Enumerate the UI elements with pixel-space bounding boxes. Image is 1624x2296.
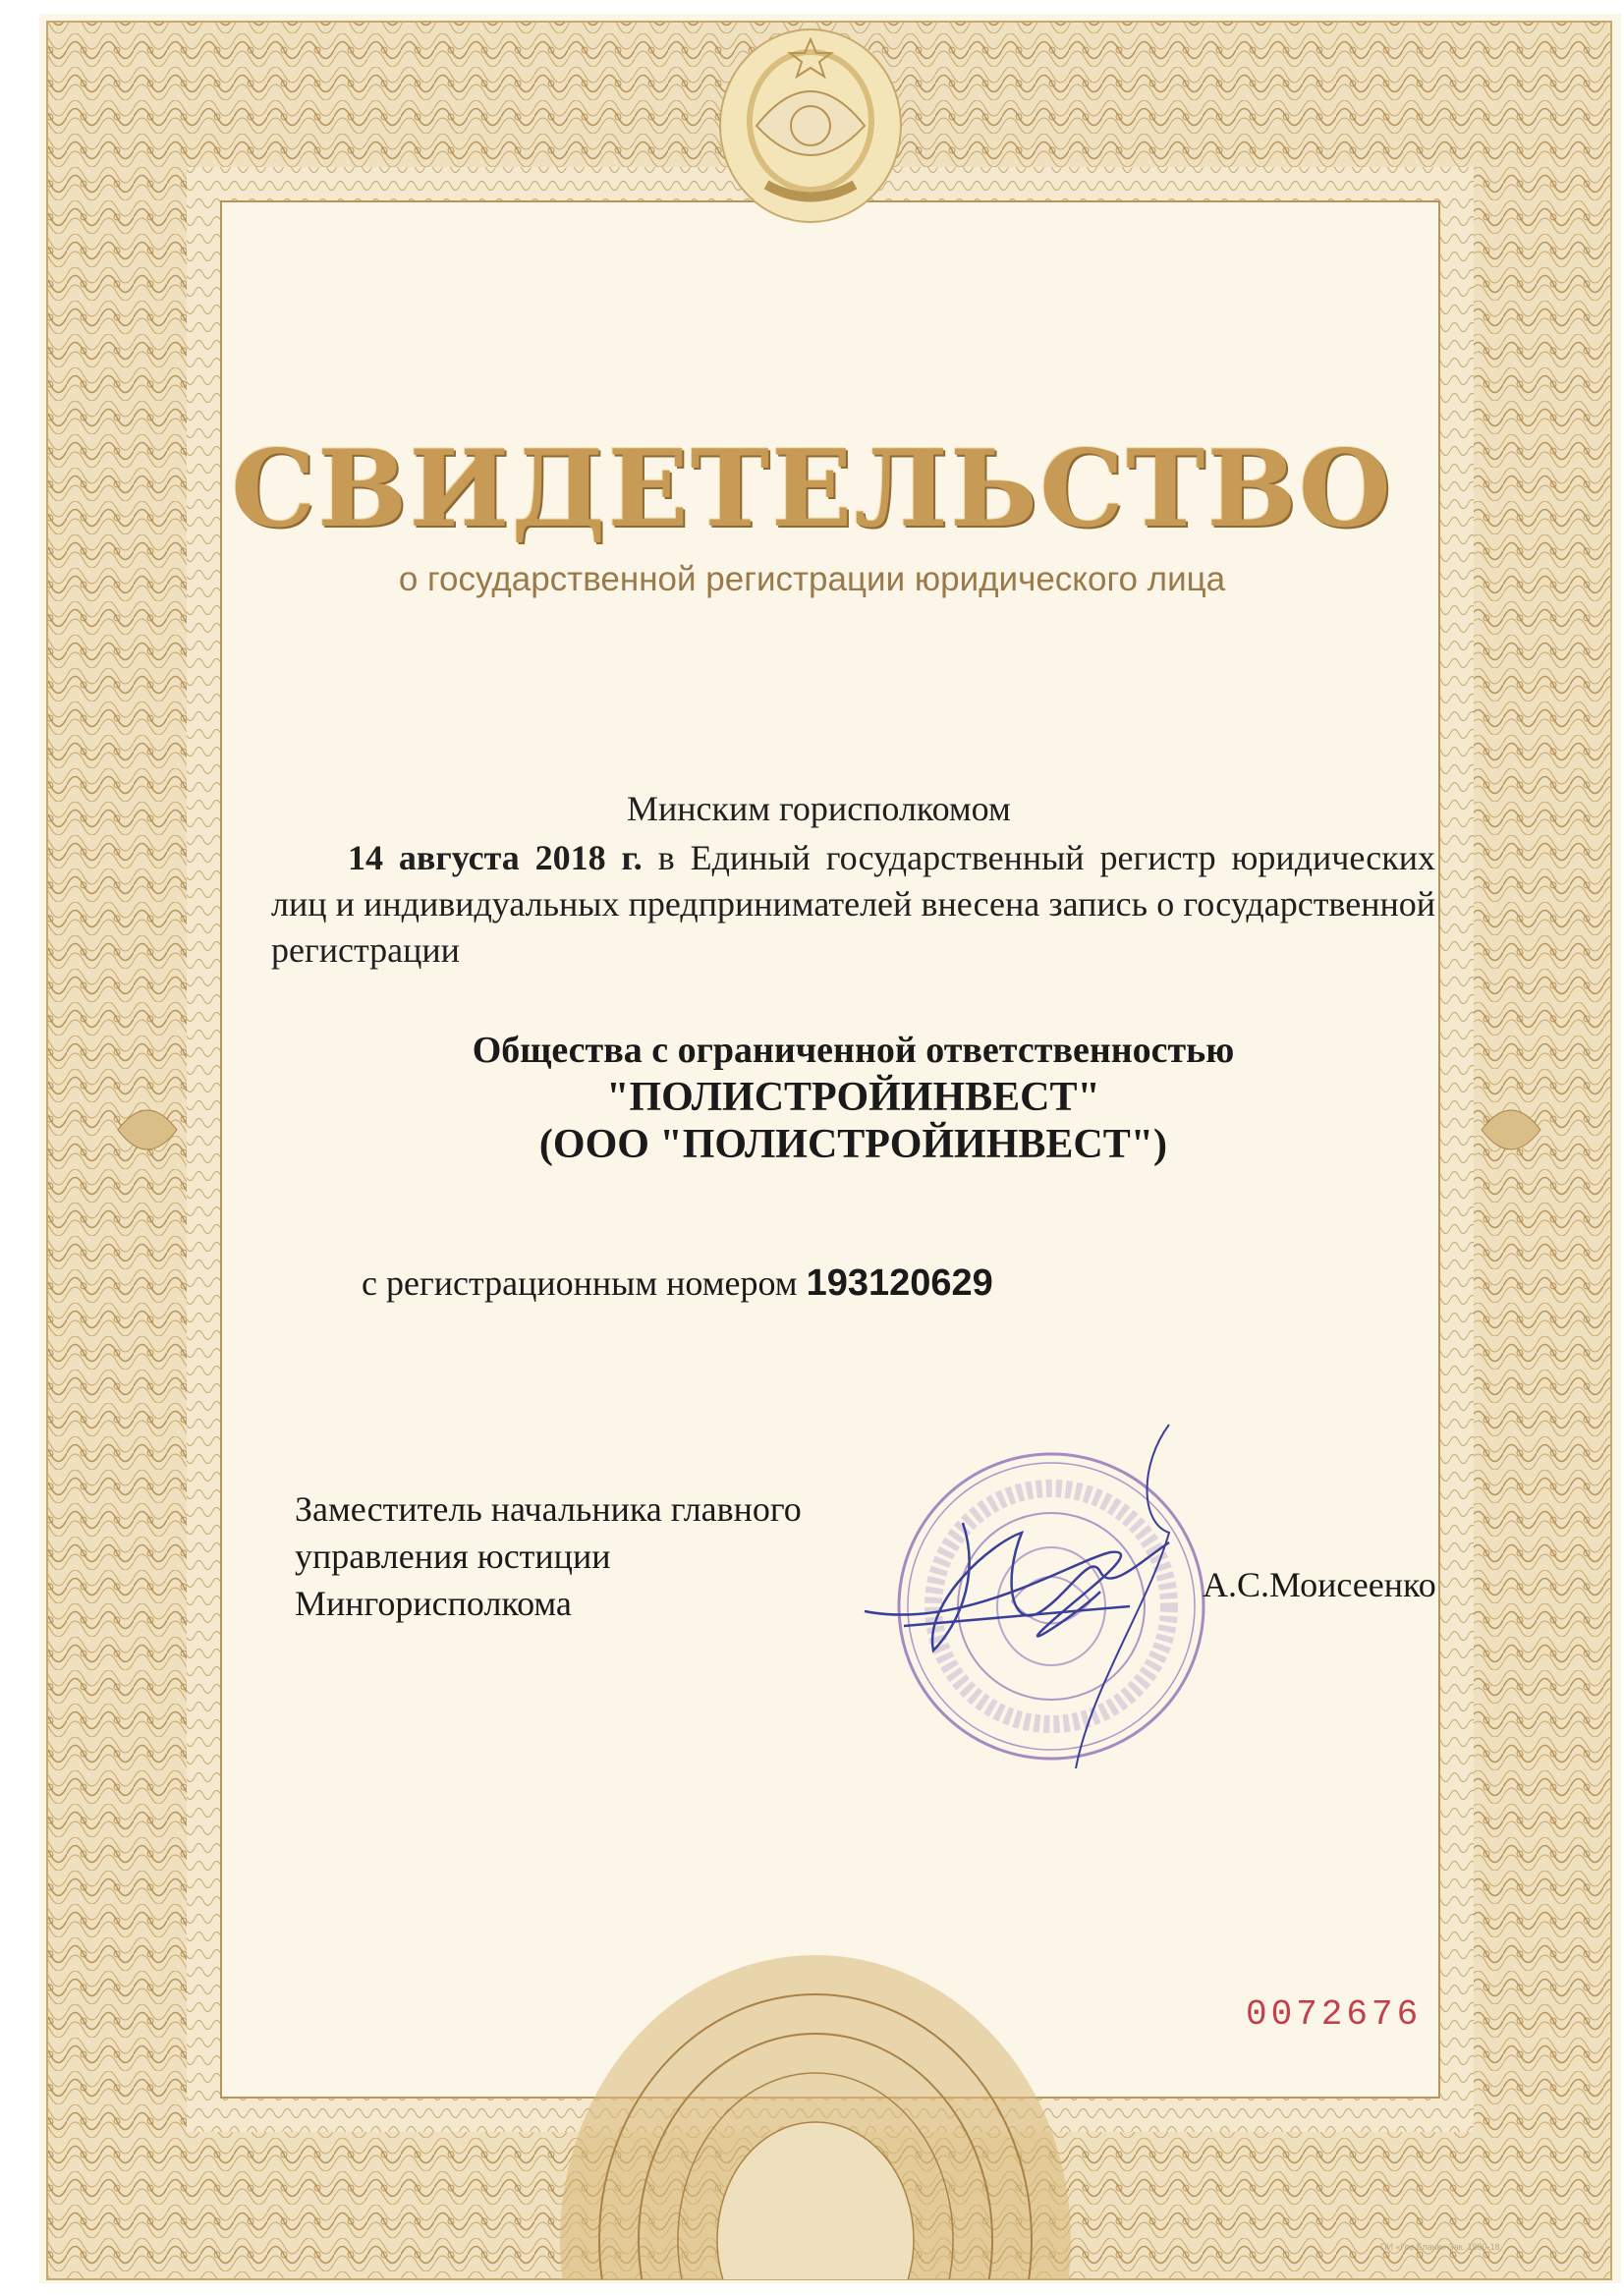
signer-title-line3: Мингорисполкома	[295, 1584, 572, 1623]
reg-number: 193120629	[806, 1262, 993, 1304]
registration-number-line	[362, 1262, 993, 1305]
signer-title	[295, 1485, 802, 1627]
document-title: СВИДЕТЕЛЬСТВО	[231, 427, 1393, 551]
reg-number-label: с регистрационным номером	[362, 1263, 798, 1303]
belarus-state-emblem-icon	[717, 18, 904, 224]
entity-name: "ПОЛИСТРОЙИНВЕСТ"	[606, 1075, 1100, 1120]
issuer-name: Минским горисполкомом	[627, 789, 1011, 828]
entity-block	[271, 1027, 1435, 1168]
issuer-line	[271, 786, 1435, 832]
signer-name: А.С.Моисеенко	[1203, 1565, 1436, 1604]
handwritten-signature-icon	[845, 1405, 1258, 1778]
document-subtitle: о государственной регистрации юридического лица	[398, 560, 1226, 598]
entity-short-name: (ООО "ПОЛИСТРОЙИНВЕСТ")	[538, 1122, 1168, 1167]
record-text: в Единый государственный регистр юридических лиц и индивидуальных предпринимателей внесена запись о государственной регистрации	[271, 838, 1435, 970]
record-date: 14 августа 2018 г.	[348, 838, 643, 877]
registration-record-text	[271, 835, 1435, 974]
entity-form: Общества с ограниченной ответственностью	[472, 1030, 1235, 1071]
serial-number: 0072676	[1246, 1994, 1423, 2035]
guilloche-rosette-icon	[550, 1945, 1081, 2279]
signer-title-line2: управления юстиции	[295, 1537, 611, 1576]
signer-title-line1: Заместитель начальника главного	[295, 1489, 802, 1529]
printer-mark: ПИ «Гос.Бланк» Зак. 1990-18	[1380, 2242, 1500, 2252]
